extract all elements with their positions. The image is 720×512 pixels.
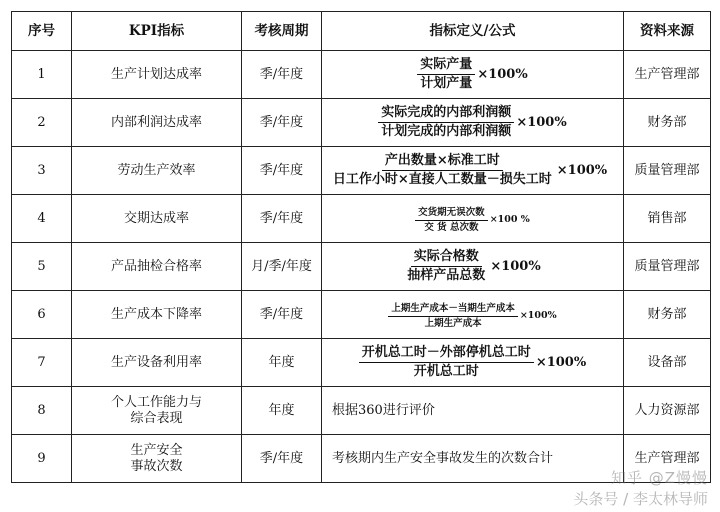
table-row xyxy=(12,51,711,99)
data-source: 人力资源部 xyxy=(624,387,711,435)
numerator: 开机总工时－外部停机总工时 xyxy=(359,345,534,363)
data-source: 生产管理部 xyxy=(624,51,711,99)
data-source: 财务部 xyxy=(624,291,711,339)
definition-text: 根据360进行评价 xyxy=(322,387,624,435)
fraction xyxy=(417,57,475,92)
watermark-line: 头条号 / 李太林导师 xyxy=(573,490,708,508)
review-period: 年度 xyxy=(242,387,322,435)
definition-cell xyxy=(322,51,624,99)
numerator: 上期生产成本－当期生产成本 xyxy=(388,303,518,317)
formula xyxy=(359,345,586,380)
header-no: 序号 xyxy=(12,12,72,51)
formula xyxy=(330,153,607,188)
review-period: 年度 xyxy=(242,339,322,387)
percent-multiplier: ×100% xyxy=(490,258,541,274)
fraction xyxy=(388,303,518,330)
numerator: 产出数量×标准工时 xyxy=(382,153,503,171)
data-source: 销售部 xyxy=(624,195,711,243)
kpi-name: 内部利润达成率 xyxy=(72,99,242,147)
kpi-name: 产品抽检合格率 xyxy=(72,243,242,291)
fraction xyxy=(404,249,488,284)
review-period: 季/年度 xyxy=(242,51,322,99)
kpi-name: 生产设备利用率 xyxy=(72,339,242,387)
row-number: 5 xyxy=(12,243,72,291)
row-number: 9 xyxy=(12,435,72,483)
kpi-name-line: 事故次数 xyxy=(130,458,183,474)
percent-multiplier: ×100% xyxy=(519,310,557,321)
data-source: 质量管理部 xyxy=(624,243,711,291)
definition-cell xyxy=(322,291,624,339)
fraction xyxy=(330,153,555,188)
table-row xyxy=(12,435,711,483)
header-period: 考核周期 xyxy=(242,12,322,51)
row-number: 6 xyxy=(12,291,72,339)
kpi-table xyxy=(11,11,711,483)
definition-cell xyxy=(322,99,624,147)
row-number: 2 xyxy=(12,99,72,147)
kpi-name xyxy=(72,435,242,483)
formula xyxy=(417,57,527,92)
definition-cell xyxy=(322,195,624,243)
denominator: 计划完成的内部利润额 xyxy=(381,124,512,139)
table-row xyxy=(12,387,711,435)
definition-text: 考核期内生产安全事故发生的次数合计 xyxy=(322,435,624,483)
definition-cell xyxy=(322,243,624,291)
kpi-table-container xyxy=(11,11,711,483)
table-row xyxy=(12,339,711,387)
kpi-name-line: 生产安全 xyxy=(130,442,183,458)
row-number: 3 xyxy=(12,147,72,195)
table-row xyxy=(12,291,711,339)
row-number: 8 xyxy=(12,387,72,435)
review-period: 季/年度 xyxy=(242,435,322,483)
watermark-line: 知乎 @Z慢慢 xyxy=(610,469,708,487)
numerator: 实际产量 xyxy=(417,57,475,75)
fraction xyxy=(378,105,514,140)
table-row xyxy=(12,243,711,291)
kpi-name xyxy=(72,387,242,435)
table-header-row xyxy=(12,12,711,51)
percent-multiplier: ×100% xyxy=(535,354,587,370)
data-source: 财务部 xyxy=(624,99,711,147)
denominator: 计划产量 xyxy=(420,76,473,91)
percent-multiplier: ×100% xyxy=(477,66,528,82)
denominator: 交 货 总次数 xyxy=(424,221,479,233)
formula xyxy=(415,207,530,234)
row-number: 1 xyxy=(12,51,72,99)
denominator: 抽样产品总数 xyxy=(407,268,486,283)
fraction xyxy=(415,207,488,234)
review-period: 季/年度 xyxy=(242,195,322,243)
header-kpi: KPI指标 xyxy=(72,12,242,51)
data-source: 质量管理部 xyxy=(624,147,711,195)
denominator: 日工作小时×直接人工数量－损失工时 xyxy=(332,172,552,187)
denominator: 上期生产成本 xyxy=(424,317,482,329)
kpi-name-line: 综合表现 xyxy=(130,410,183,426)
formula xyxy=(378,105,566,140)
data-source: 设备部 xyxy=(624,339,711,387)
definition-cell xyxy=(322,339,624,387)
header-source: 资料来源 xyxy=(624,12,711,51)
numerator: 交货期无误次数 xyxy=(415,207,488,221)
row-number: 4 xyxy=(12,195,72,243)
data-source: 生产管理部 xyxy=(624,435,711,483)
fraction xyxy=(359,345,534,380)
definition-cell xyxy=(322,147,624,195)
formula xyxy=(388,303,556,330)
formula xyxy=(404,249,540,284)
review-period: 月/季/年度 xyxy=(242,243,322,291)
table-row xyxy=(12,147,711,195)
kpi-name: 生产计划达成率 xyxy=(72,51,242,99)
kpi-name-line: 个人工作能力与 xyxy=(110,394,202,410)
percent-multiplier: ×100% xyxy=(556,162,608,178)
denominator: 开机总工时 xyxy=(413,364,479,379)
header-definition: 指标定义/公式 xyxy=(322,12,624,51)
table-row xyxy=(12,195,711,243)
numerator: 实际完成的内部利润额 xyxy=(378,105,514,123)
row-number: 7 xyxy=(12,339,72,387)
percent-multiplier: ×100 % xyxy=(489,214,530,225)
review-period: 季/年度 xyxy=(242,99,322,147)
review-period: 季/年度 xyxy=(242,147,322,195)
table-row xyxy=(12,99,711,147)
kpi-name: 生产成本下降率 xyxy=(72,291,242,339)
kpi-name: 交期达成率 xyxy=(72,195,242,243)
review-period: 季/年度 xyxy=(242,291,322,339)
percent-multiplier: ×100% xyxy=(516,114,567,130)
kpi-name: 劳动生产效率 xyxy=(72,147,242,195)
numerator: 实际合格数 xyxy=(411,249,482,267)
